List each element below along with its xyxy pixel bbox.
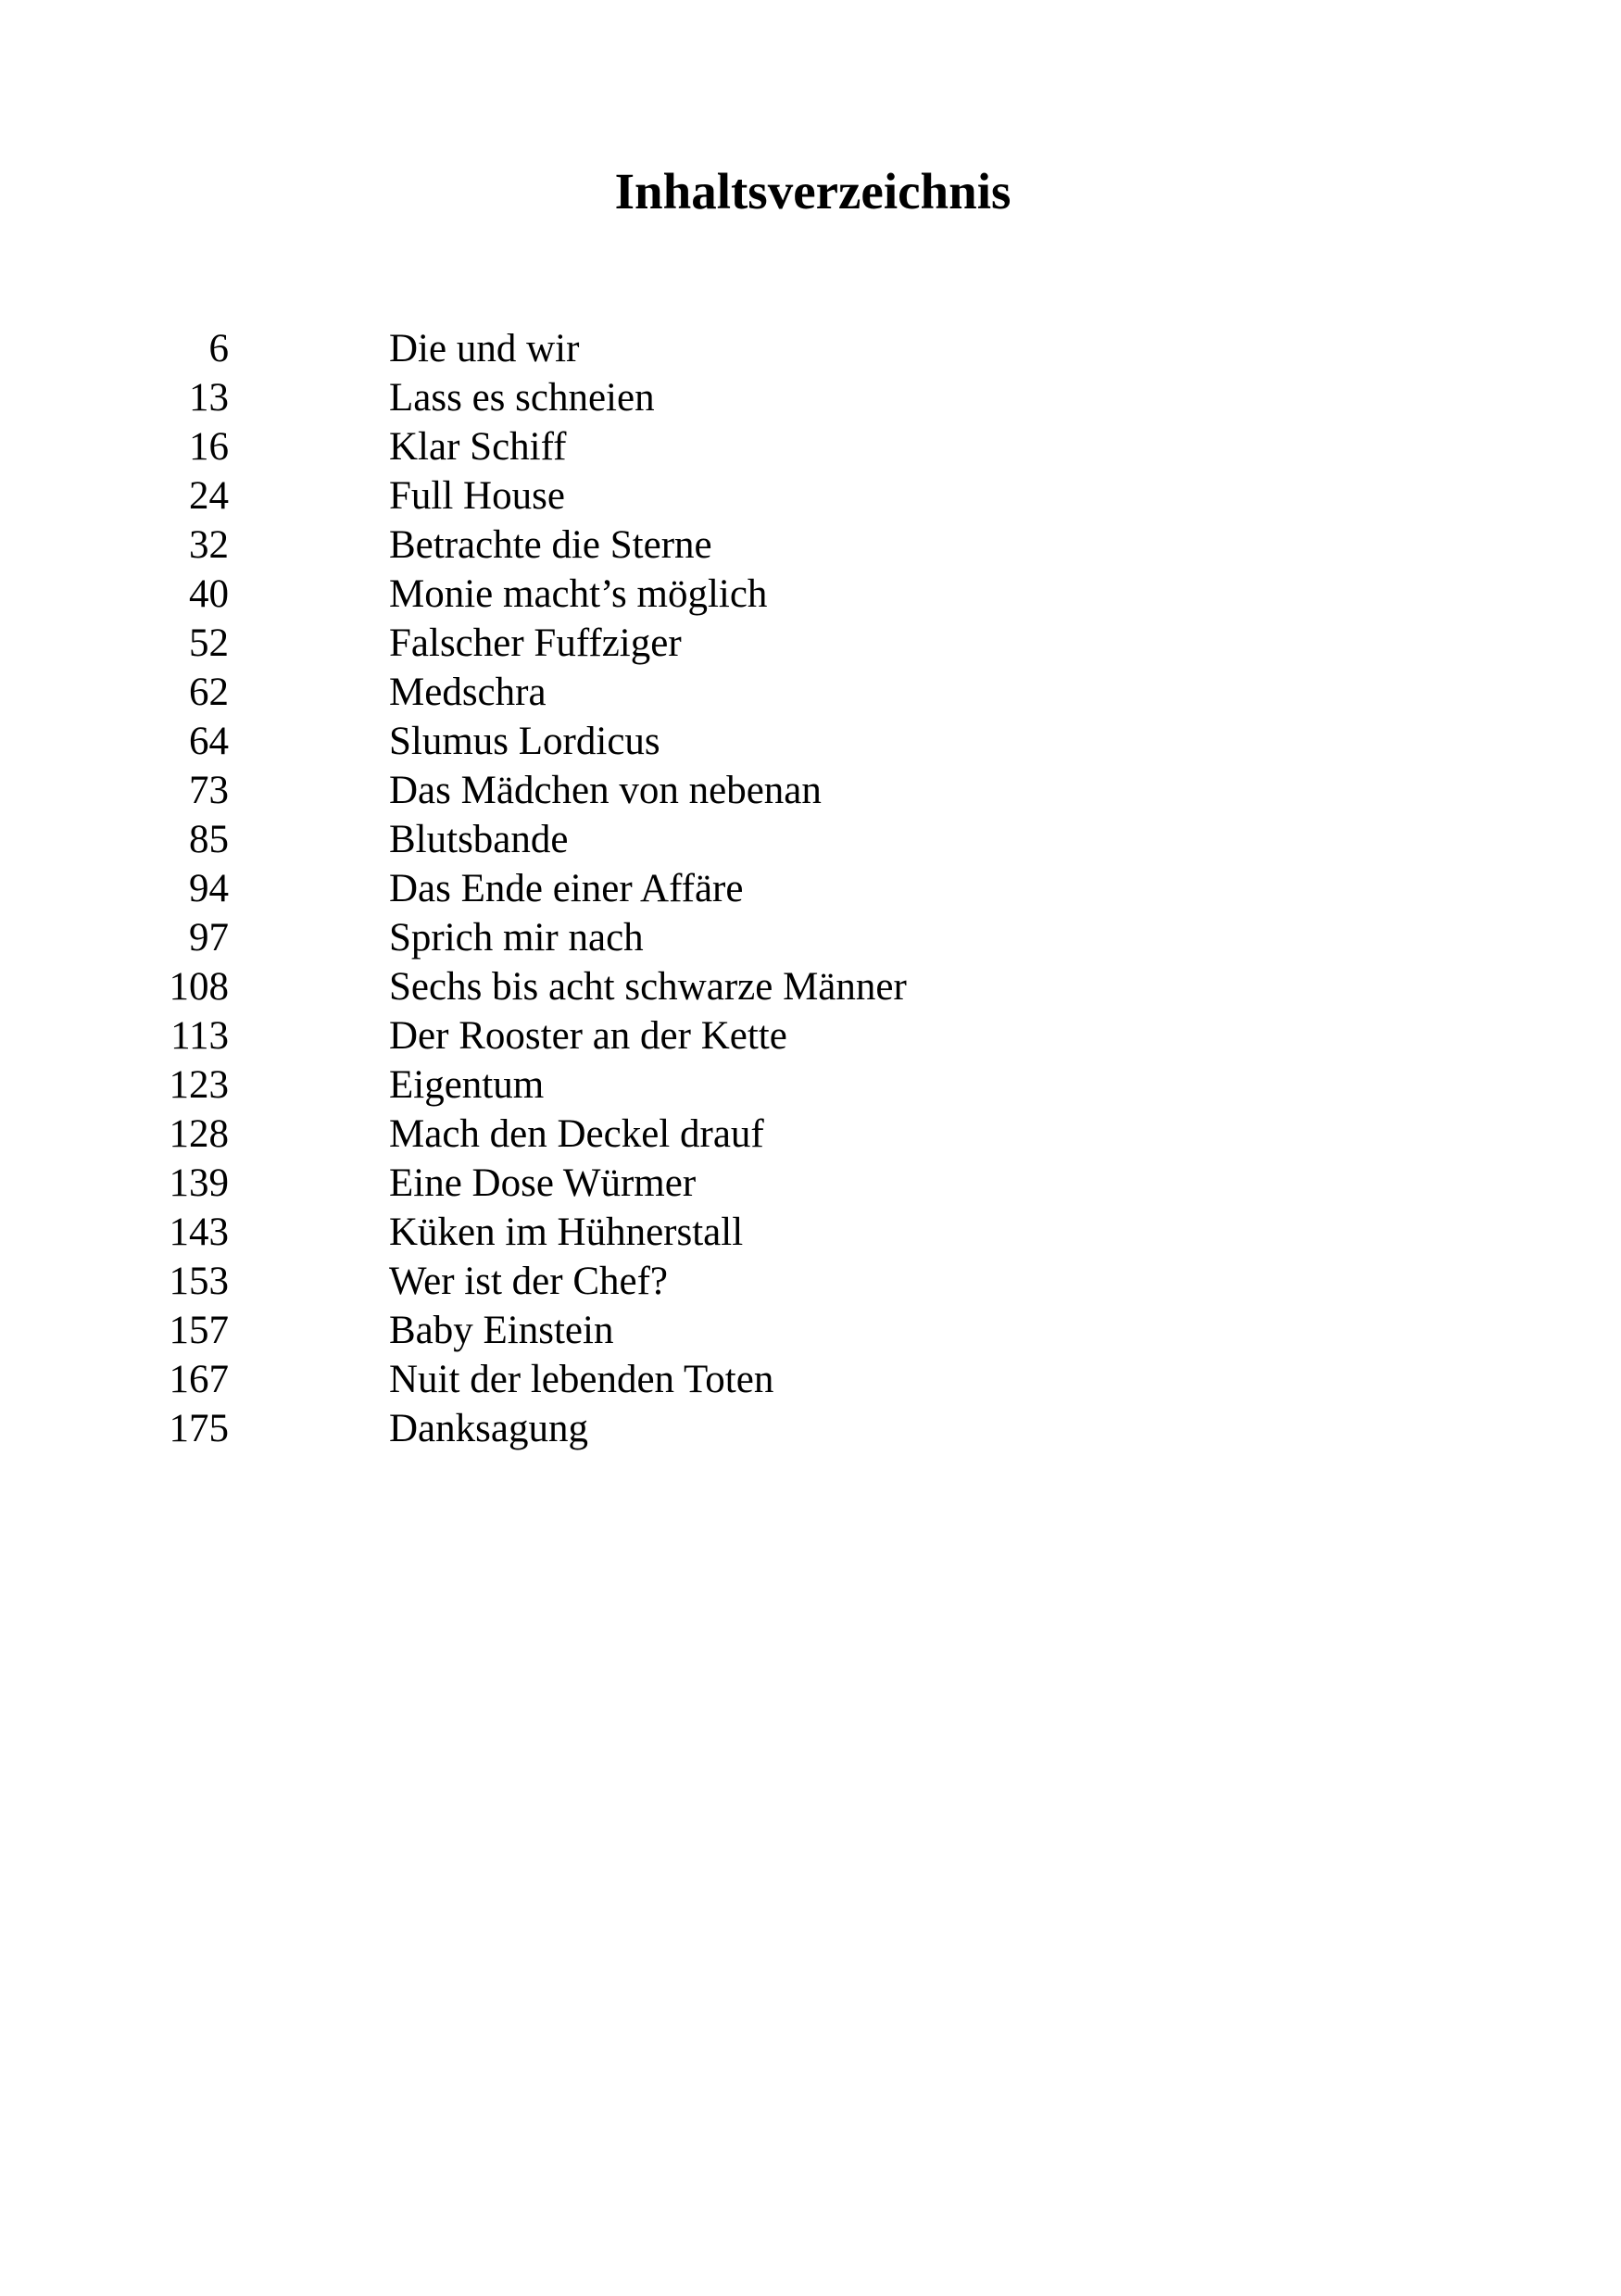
toc-entry [0, 913, 1621, 962]
toc-chapter-title: Wer ist der Chef? [389, 1260, 668, 1303]
toc-entry [0, 815, 1621, 864]
toc-chapter-title: Lass es schneien [389, 376, 655, 420]
toc-chapter-title: Blutsbande [389, 818, 569, 861]
toc-chapter-title: Eigentum [389, 1063, 545, 1107]
toc-entry [0, 1257, 1621, 1306]
toc-chapter-title: Sprich mir nach [389, 916, 644, 960]
toc-chapter-title: Sechs bis acht schwarze Männer [389, 965, 907, 1009]
toc-chapter-title: Nuit der lebenden Toten [389, 1358, 774, 1401]
toc-page-number: 175 [169, 1407, 229, 1450]
toc-entry [0, 717, 1621, 766]
toc-page-number: 62 [189, 671, 229, 714]
toc-entry [0, 1355, 1621, 1404]
toc-chapter-title: Medschra [389, 671, 547, 714]
toc-chapter-title: Slumus Lordicus [389, 720, 660, 763]
toc-entry [0, 668, 1621, 717]
toc-chapter-title: Das Ende einer Affäre [389, 867, 744, 910]
toc-page-number: 143 [169, 1211, 229, 1254]
toc-page-number: 64 [189, 720, 229, 763]
toc-entry [0, 1404, 1621, 1453]
toc-page-number: 108 [169, 965, 229, 1009]
toc-entry [0, 1159, 1621, 1208]
toc-entry [0, 471, 1621, 521]
toc-chapter-title: Das Mädchen von nebenan [389, 769, 822, 812]
toc-entry [0, 962, 1621, 1011]
toc-entry [0, 324, 1621, 373]
toc-chapter-title: Baby Einstein [389, 1309, 614, 1352]
toc-chapter-title: Klar Schiff [389, 425, 567, 469]
toc-page-number: 113 [170, 1014, 229, 1058]
toc-page-number: 16 [189, 425, 229, 469]
toc-page-number: 73 [189, 769, 229, 812]
toc-page-number: 40 [189, 572, 229, 616]
toc-chapter-title: Betrachte die Sterne [389, 523, 712, 567]
toc-chapter-title: Eine Dose Würmer [389, 1161, 697, 1205]
toc-page-number: 85 [189, 818, 229, 861]
toc-page-number: 139 [169, 1161, 229, 1205]
toc-chapter-title: Monie macht’s möglich [389, 572, 768, 616]
toc-entry [0, 422, 1621, 471]
toc-entry [0, 864, 1621, 913]
toc-entry [0, 1306, 1621, 1355]
toc-entry [0, 373, 1621, 422]
toc-page-number: 128 [169, 1112, 229, 1156]
toc-chapter-title: Falscher Fuffziger [389, 621, 682, 665]
toc-page-number: 52 [189, 621, 229, 665]
toc-page-number: 153 [169, 1260, 229, 1303]
page-title: Inhaltsverzeichnis [614, 163, 1012, 220]
toc-entry [0, 570, 1621, 619]
toc-entry [0, 1011, 1621, 1060]
toc-page-number: 167 [169, 1358, 229, 1401]
toc-page-number: 94 [189, 867, 229, 910]
toc-entry [0, 521, 1621, 570]
toc-chapter-title: Danksagung [389, 1407, 588, 1450]
toc-page-number: 32 [189, 523, 229, 567]
toc-chapter-title: Mach den Deckel drauf [389, 1112, 764, 1156]
toc-page-number: 123 [169, 1063, 229, 1107]
toc-chapter-title: Der Rooster an der Kette [389, 1014, 787, 1058]
table-of-contents [0, 324, 1621, 1453]
toc-chapter-title: Küken im Hühnerstall [389, 1211, 744, 1254]
toc-chapter-title: Die und wir [389, 327, 580, 370]
toc-entry [0, 619, 1621, 668]
toc-entry [0, 1060, 1621, 1110]
toc-chapter-title: Full House [389, 474, 565, 518]
toc-page-number: 24 [189, 474, 229, 518]
toc-entry [0, 766, 1621, 815]
toc-page-number: 97 [189, 916, 229, 960]
toc-page-number: 157 [169, 1309, 229, 1352]
toc-entry [0, 1110, 1621, 1159]
toc-page-number: 6 [208, 327, 229, 370]
toc-entry [0, 1208, 1621, 1257]
toc-page-number: 13 [189, 376, 229, 420]
